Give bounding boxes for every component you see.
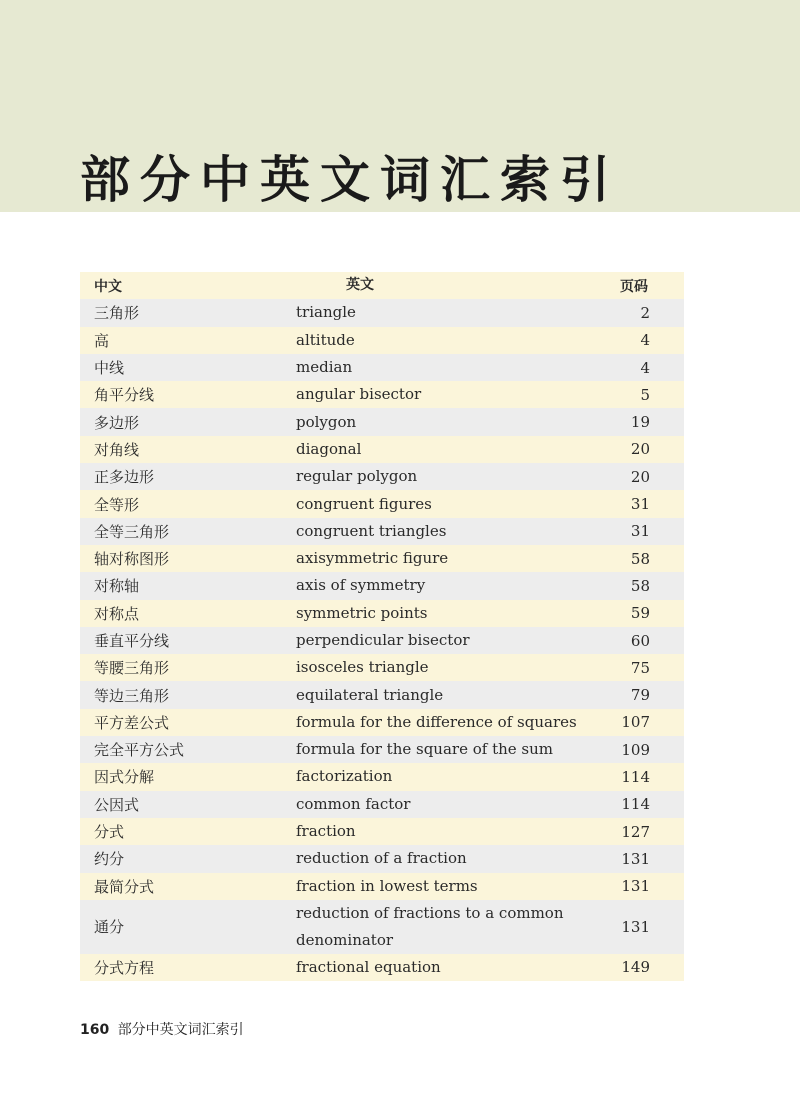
cell-english: regular polygon bbox=[296, 467, 418, 486]
table-body bbox=[80, 299, 684, 981]
cell-english: symmetric points bbox=[296, 603, 428, 622]
cell-page: 131 bbox=[621, 917, 650, 936]
cell-chinese: 全等三角形 bbox=[94, 522, 170, 541]
table-row bbox=[80, 545, 684, 572]
table-row bbox=[80, 463, 684, 490]
table-row bbox=[80, 736, 684, 763]
header-chinese: 中文 bbox=[94, 278, 122, 295]
table-row bbox=[80, 299, 684, 326]
cell-chinese: 分式 bbox=[94, 823, 125, 842]
table-row bbox=[80, 436, 684, 463]
cell-chinese: 最简分式 bbox=[94, 877, 155, 896]
table-row bbox=[80, 408, 684, 435]
cell-chinese: 对角线 bbox=[94, 440, 140, 459]
cell-english: median bbox=[296, 358, 353, 377]
cell-english: polygon bbox=[296, 412, 357, 431]
cell-page: 31 bbox=[630, 522, 650, 541]
table-row bbox=[80, 763, 684, 790]
cell-chinese: 因式分解 bbox=[94, 768, 155, 787]
page-footer bbox=[80, 1019, 244, 1039]
cell-english: triangle bbox=[296, 303, 356, 322]
cell-chinese: 中线 bbox=[94, 359, 125, 378]
cell-page: 2 bbox=[640, 303, 650, 322]
cell-page: 109 bbox=[621, 740, 650, 759]
table-row bbox=[80, 490, 684, 517]
table-row bbox=[80, 381, 684, 408]
cell-english: formula for the square of the sum bbox=[296, 740, 553, 759]
cell-page: 20 bbox=[630, 467, 650, 486]
cell-english: perpendicular bisector bbox=[296, 631, 470, 649]
table-row bbox=[80, 627, 684, 654]
footer-page-number: 160 bbox=[80, 1022, 110, 1038]
cell-chinese: 角平分线 bbox=[94, 386, 155, 405]
cell-english: fraction bbox=[296, 822, 356, 841]
cell-page: 20 bbox=[630, 440, 650, 459]
cell-english: reduction of fractions to a common denominator bbox=[296, 903, 564, 949]
cell-english: equilateral triangle bbox=[296, 685, 444, 704]
page-title: 部分中英文词汇索引 bbox=[80, 150, 620, 209]
cell-page: 4 bbox=[640, 358, 650, 377]
cell-chinese: 分式方程 bbox=[94, 958, 155, 977]
cell-chinese: 平方差公式 bbox=[94, 713, 170, 732]
table-row bbox=[80, 845, 684, 872]
cell-chinese: 约分 bbox=[94, 850, 125, 869]
footer-section-title: 部分中英文词汇索引 bbox=[117, 1022, 244, 1038]
cell-chinese: 正多边形 bbox=[94, 468, 155, 487]
table-row bbox=[80, 709, 684, 736]
cell-chinese: 完全平方公式 bbox=[94, 741, 185, 760]
cell-page: 31 bbox=[630, 495, 650, 514]
cell-page: 127 bbox=[621, 822, 650, 841]
cell-page: 114 bbox=[621, 767, 650, 786]
cell-page: 131 bbox=[621, 877, 650, 896]
cell-page: 75 bbox=[630, 658, 650, 677]
cell-chinese: 对称轴 bbox=[94, 577, 140, 596]
cell-page: 59 bbox=[630, 604, 650, 623]
cell-english: isosceles triangle bbox=[296, 658, 429, 677]
cell-chinese: 三角形 bbox=[94, 304, 140, 323]
glossary-table bbox=[80, 272, 684, 981]
cell-chinese: 轴对称图形 bbox=[94, 550, 170, 569]
table-row bbox=[80, 354, 684, 381]
cell-page: 131 bbox=[621, 849, 650, 868]
table-row bbox=[80, 600, 684, 627]
header-page: 页码 bbox=[620, 278, 648, 295]
cell-chinese: 等腰三角形 bbox=[94, 659, 170, 678]
cell-page: 5 bbox=[640, 385, 650, 404]
cell-chinese: 全等形 bbox=[94, 495, 140, 514]
cell-page: 79 bbox=[630, 686, 650, 705]
cell-english: formula for the difference of squares bbox=[296, 712, 577, 731]
table-row bbox=[80, 572, 684, 599]
cell-english: axisymmetric figure bbox=[296, 549, 449, 568]
cell-english: common factor bbox=[296, 794, 411, 813]
cell-english: fraction in lowest terms bbox=[296, 876, 478, 895]
cell-chinese: 等边三角形 bbox=[94, 686, 170, 705]
table-row bbox=[80, 327, 684, 354]
cell-page: 58 bbox=[630, 549, 650, 568]
cell-page: 19 bbox=[630, 413, 650, 432]
cell-chinese: 高 bbox=[94, 331, 110, 350]
cell-chinese: 垂直平分线 bbox=[94, 632, 170, 650]
cell-page: 149 bbox=[621, 958, 650, 977]
cell-english: congruent triangles bbox=[296, 521, 447, 540]
cell-english: reduction of a fraction bbox=[296, 849, 467, 868]
table-row bbox=[80, 900, 684, 954]
table-row bbox=[80, 681, 684, 708]
cell-page: 60 bbox=[630, 631, 650, 650]
table-row bbox=[80, 954, 684, 981]
cell-english: diagonal bbox=[296, 439, 362, 458]
cell-english: fractional equation bbox=[296, 957, 441, 976]
table-row bbox=[80, 873, 684, 900]
table-row bbox=[80, 518, 684, 545]
cell-page: 58 bbox=[630, 576, 650, 595]
cell-english: angular bisector bbox=[296, 385, 422, 404]
cell-english: factorization bbox=[296, 767, 393, 786]
table-row bbox=[80, 791, 684, 818]
header-english: 英文 bbox=[346, 277, 374, 294]
table-row bbox=[80, 654, 684, 681]
cell-chinese: 多边形 bbox=[94, 413, 140, 432]
cell-chinese: 公因式 bbox=[94, 795, 140, 814]
cell-chinese: 通分 bbox=[94, 918, 125, 937]
cell-english: congruent figures bbox=[296, 494, 432, 513]
cell-english: axis of symmetry bbox=[296, 576, 426, 595]
cell-page: 4 bbox=[640, 331, 650, 350]
table-row bbox=[80, 818, 684, 845]
cell-page: 114 bbox=[621, 795, 650, 814]
cell-english: altitude bbox=[296, 330, 355, 349]
table-header-row bbox=[80, 272, 684, 299]
cell-chinese: 对称点 bbox=[94, 604, 140, 623]
cell-page: 107 bbox=[621, 713, 650, 732]
